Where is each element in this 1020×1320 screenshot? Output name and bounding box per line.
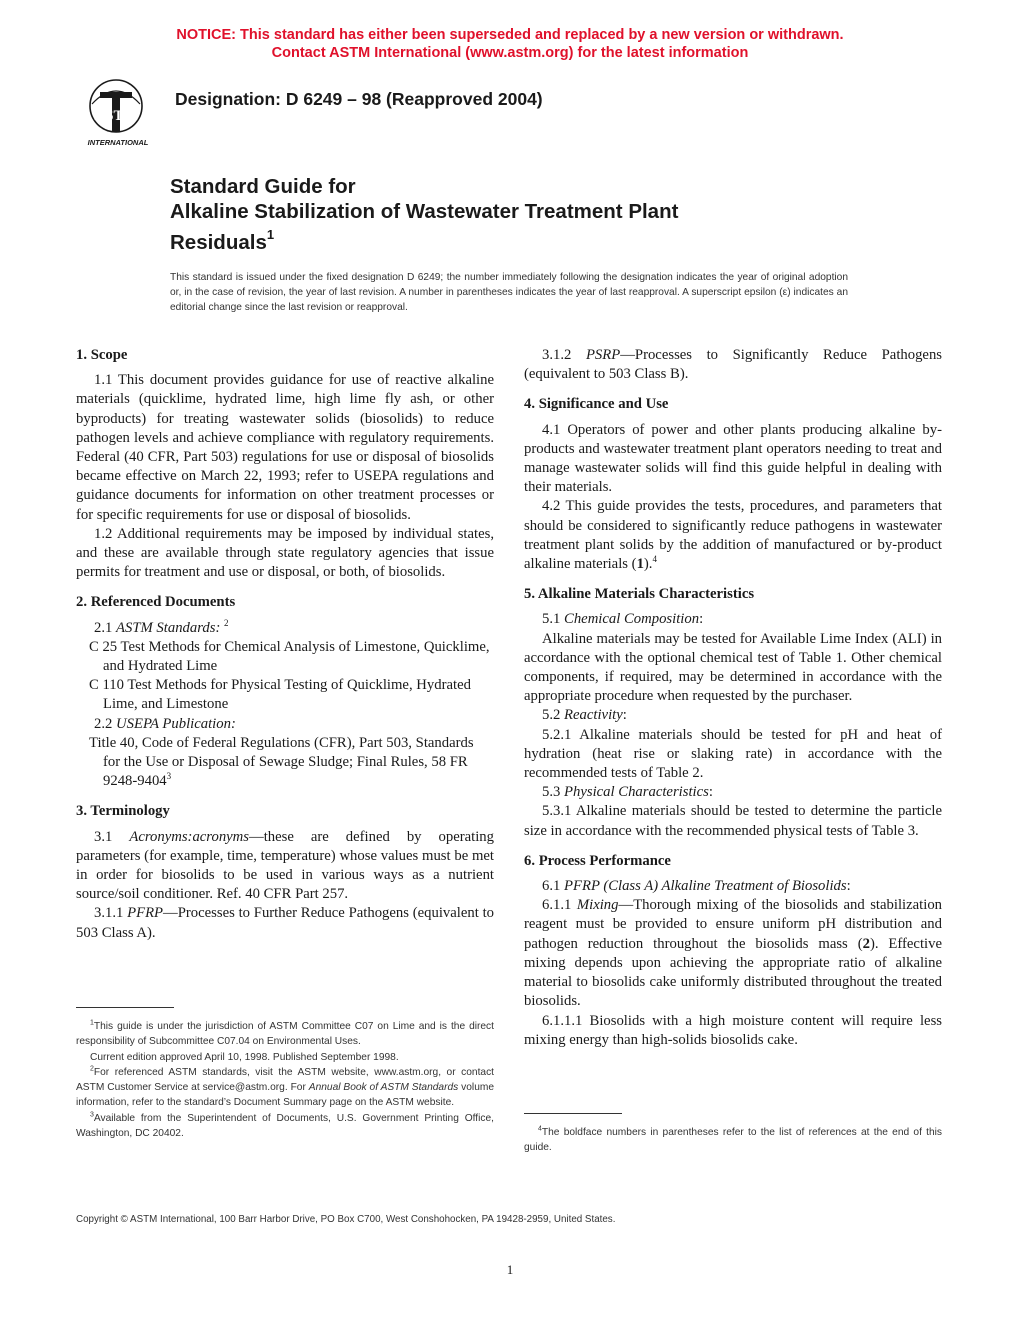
footnote-1: $^1$This guide is under the jurisdiction of ASTM Committee C07 on Lime and is the direct responsibility of Subcommittee C07.04 on Environmental Uses. <box>76 1019 494 1048</box>
section-terminology <box>76 802 494 942</box>
copyright: Copyright © ASTM International, 100 Barr Harbor Drive, PO Box C700, West Conshohocken, PA 19428-2959, United States. <box>76 1214 616 1225</box>
footnote-1-edition: Current edition approved April 10, 1998. Published September 1998. <box>90 1051 399 1063</box>
refdocs-usepa: 2.2 USEPA Publication: <box>94 715 236 732</box>
notice-line-1: NOTICE: This standard has either been superseded and replaced by a new version or withdrawn. <box>176 27 844 43</box>
astm-logo-icon <box>76 76 162 148</box>
process-6-1: 6.1 PFRP (Class A) Alkaline Treatment of Biosolids: <box>542 878 851 895</box>
terminology-continued <box>524 346 942 384</box>
issued-note: This standard is issued under the fixed designation D 6249; the number immediately following the designation indicates the year of original adoption or, in the case of revision, the year of last revision. A number in parentheses indicates the year of last reapproval. A superscript epsilon (ε) indicates an editorial change since the last revision or reapproval. <box>170 272 848 313</box>
refdocs-title40: Title 40, Code of Federal Regulations (CFR), Part 503, Standards for the Use or Disposal of Sewage Sludge; Final Rules, 58 FR 9248-9404$^3$ <box>89 734 474 790</box>
scope-1-1: 1.1 This document provides guidance for use of reactive alkaline materials (quicklime, hydrated lime, high lime fly ash, or other byproducts) for treating wastewater solids (biosolids) to reduce pathogen levels and achieve compliance with regulatory requirements. Federal (40 CFR, Part 503) regulations for use or disposal of biosolids became effective on March 22, 1993; refer to USEPA regulations and guidance documents for information on other treatment processes or for specific requirements for use or disposal of biosolids. <box>76 372 494 523</box>
left-column <box>76 346 494 954</box>
footnote-4: $^4$The boldface numbers in parentheses refer to the list of references at the end of this guide. <box>524 1125 942 1154</box>
alkaline-5-2-1: 5.2.1 Alkaline materials should be tested for pH and heat of hydration (heat rise or slaking rate) in accordance with the recommended tests of Table 2. <box>524 726 942 782</box>
terminology-3-1-2: 3.1.2 PSRP—Processes to Significantly Reduce Pathogens (equivalent to 503 Class B). <box>524 347 943 383</box>
right-column <box>524 346 942 1061</box>
process-heading: 6. Process Performance <box>524 852 671 869</box>
title-line-1: Standard Guide for <box>170 175 356 198</box>
document-title <box>170 174 870 255</box>
footnotes-right <box>524 1125 942 1156</box>
title-line-2: Alkaline Stabilization of Wastewater Treatment Plant <box>170 200 679 223</box>
refdocs-c110: C 110 Test Methods for Physical Testing of Quicklime, Hydrated Lime, and Limestone <box>89 677 471 713</box>
terminology-3-1: 3.1 Acronyms:acronyms—these are defined by operating parameters (for example, time, temperature) whose values must be met in order for biosolids to be used in various ways as a nutrient source/soil conditioner. Ref. 40 CFR Part 257. <box>76 828 494 903</box>
logo-text: ASTM <box>94 108 138 124</box>
alkaline-5-1-text: Alkaline materials may be tested for Available Lime Index (ALI) in accordance with the optional chemical test of Table 1. Other chemical components, if required, may be determined in accordance with the appropriate procedure when requested by the purchaser. <box>524 630 942 705</box>
designation: Designation: D 6249 – 98 (Reapproved 2004) <box>175 89 543 109</box>
significance-heading: 4. Significance and Use <box>524 396 669 413</box>
footnote-divider-right <box>524 1113 622 1114</box>
significance-4-1: 4.1 Operators of power and other plants producing alkaline by-products and wastewater treatment plant operators needing to treat and manage wastewater solids will find this guide helpful in dealing with their materials. <box>524 421 942 496</box>
refdocs-astm-standards: 2.1 ASTM Standards: $^2$ <box>94 617 229 636</box>
scope-1-2: 1.2 Additional requirements may be imposed by individual states, and these are available through state regulatory agencies that issue permits for treatment and use or disposal, or both, of biosolids. <box>76 525 494 581</box>
title-footnote-ref: 1 <box>266 227 275 242</box>
logo-subtext: INTERNATIONAL <box>87 138 149 147</box>
footnote-2: $^2$For referenced ASTM standards, visit the ASTM website, www.astm.org, or contact ASTM Customer Service at service@astm.org. For Annual Book of ASTM Standards volume information, refer to the standard’s Document Summary page on the ASTM website. <box>76 1065 495 1109</box>
significance-4-2: 4.2 This guide provides the tests, procedures, and parameters that should be considered to significantly reduce pathogens in wastewater treatment plant solids by the addition of manufactured or by-product alkaline materials (1).$^4$ <box>524 498 942 573</box>
process-6-1-1-1: 6.1.1.1 Biosolids with a high moisture content will require less mixing energy than high-solids biosolids cake. <box>524 1012 942 1048</box>
notice-line-2: Contact ASTM International (www.astm.org) for the latest information <box>271 45 749 61</box>
refdocs-heading: 2. Referenced Documents <box>76 594 236 611</box>
alkaline-heading: 5. Alkaline Materials Characteristics <box>524 586 755 603</box>
section-referenced-documents <box>76 593 494 791</box>
section-significance <box>524 395 942 574</box>
section-process-performance <box>524 852 942 1050</box>
scope-heading: 1. Scope <box>76 347 128 363</box>
footnote-3: $^3$Available from the Superintendent of Documents, U.S. Government Printing Office, Washington, DC 20402. <box>76 1111 494 1140</box>
title-line-3: Residuals$^1$ <box>170 227 275 254</box>
notice-banner <box>0 26 1020 62</box>
terminology-heading: 3. Terminology <box>76 803 170 820</box>
alkaline-5-2: 5.2 Reactivity: <box>542 707 627 724</box>
terminology-3-1-1: 3.1.1 PFRP—Processes to Further Reduce Pathogens (equivalent to 503 Class A). <box>76 905 494 941</box>
process-6-1-1: 6.1.1 Mixing—Thorough mixing of the biosolids and stabilization reagent must be provided to ensure uniform pH distribution and pathogen reduction throughout the biosolids mass (2). Effective mixing depends upon achieving the appropriate ratio of alkaline material to biosolids cake uniformly distributed throughout the treated biosolids. <box>524 897 943 1010</box>
refdocs-c25: C 25 Test Methods for Chemical Analysis of Limestone, Quicklime, and Hydrated Lime <box>89 638 490 675</box>
alkaline-5-3-1: 5.3.1 Alkaline materials should be tested to determine the particle size in accordance with the recommended physical tests of Table 3. <box>524 803 942 839</box>
section-scope <box>76 346 494 582</box>
alkaline-5-1: 5.1 Chemical Composition: <box>542 611 704 628</box>
section-alkaline-materials <box>524 585 942 841</box>
page-number: 1 <box>506 1262 514 1277</box>
alkaline-5-3: 5.3 Physical Characteristics: <box>542 784 713 801</box>
footnote-divider-left <box>76 1007 174 1008</box>
footnotes-left <box>76 1019 494 1141</box>
